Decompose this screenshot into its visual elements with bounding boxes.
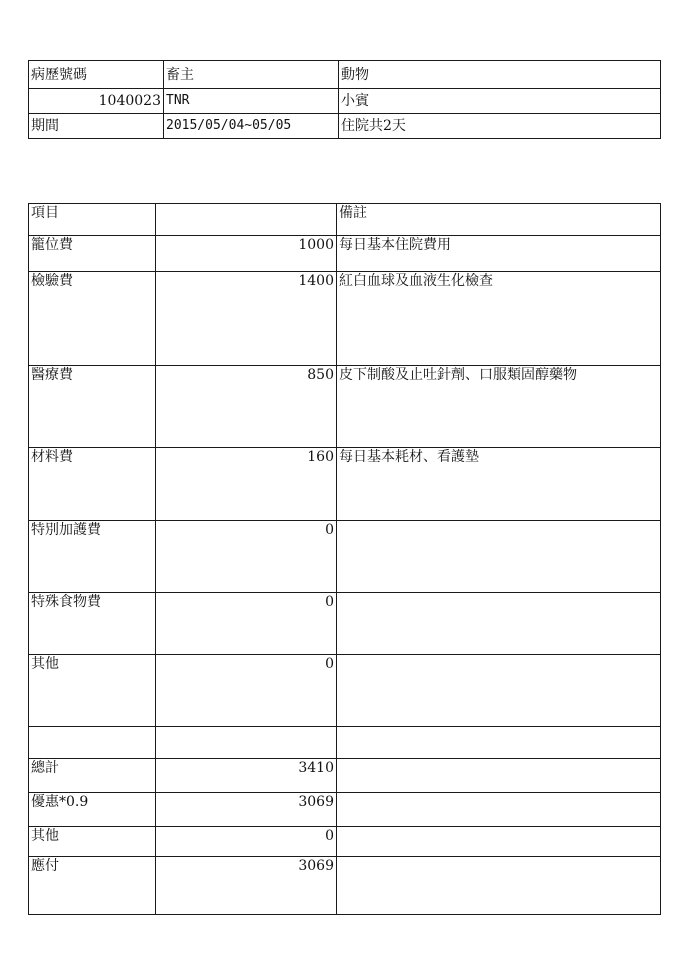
col-item-header: 項目 [29,204,156,236]
fee-row [29,366,661,448]
fee-item: 籠位費 [29,236,156,272]
summary-amount: 3410 [156,759,337,793]
period-value: 2015/05/04~05/05 [164,114,339,139]
fee-note: 每日基本耗材、看護墊 [337,448,661,521]
header-row [29,61,661,89]
summary-amount: 0 [156,827,337,857]
fee-amount: 1000 [156,236,337,272]
owner-value: TNR [164,89,339,114]
period-row [29,114,661,139]
fee-table [28,203,661,915]
fee-item: 檢驗費 [29,272,156,366]
summary-item: 其他 [29,827,156,857]
fee-note [337,521,661,593]
owner-label: 畜主 [164,61,339,89]
fee-amount: 160 [156,448,337,521]
summary-amount: 3069 [156,793,337,827]
patient-info-table [28,60,661,139]
fee-row [29,655,661,727]
animal-label: 動物 [339,61,661,89]
fee-note: 每日基本住院費用 [337,236,661,272]
summary-row [29,793,661,827]
fee-amount: 0 [156,655,337,727]
patient-row [29,89,661,114]
fee-amount: 850 [156,366,337,448]
fee-amount: 1400 [156,272,337,366]
fee-note [337,593,661,655]
fee-item: 特別加護費 [29,521,156,593]
fee-item: 材料費 [29,448,156,521]
fee-note: 皮下制酸及止吐針劑、口服類固醇藥物 [337,366,661,448]
fee-amount: 0 [156,593,337,655]
summary-amount: 3069 [156,857,337,915]
summary-row [29,857,661,915]
period-label: 期間 [29,114,164,139]
fee-item: 醫療費 [29,366,156,448]
animal-value: 小賓 [339,89,661,114]
fee-row [29,521,661,593]
fee-note [337,655,661,727]
record-no-label: 病歷號碼 [29,61,164,89]
fee-note: 紅白血球及血液生化檢查 [337,272,661,366]
fee-row [29,272,661,366]
fee-row [29,236,661,272]
summary-item: 應付 [29,857,156,915]
fee-item: 其他 [29,655,156,727]
summary-item: 總計 [29,759,156,793]
col-amount-header [156,204,337,236]
stay-value: 住院共2天 [339,114,661,139]
blank-row [29,727,661,759]
fee-row [29,448,661,521]
record-no-value: 1040023 [29,89,164,114]
col-note-header: 備註 [337,204,661,236]
fee-amount: 0 [156,521,337,593]
fee-item: 特殊食物費 [29,593,156,655]
summary-item: 優惠*0.9 [29,793,156,827]
summary-row [29,827,661,857]
summary-row [29,759,661,793]
fee-row [29,593,661,655]
fee-header-row [29,204,661,236]
